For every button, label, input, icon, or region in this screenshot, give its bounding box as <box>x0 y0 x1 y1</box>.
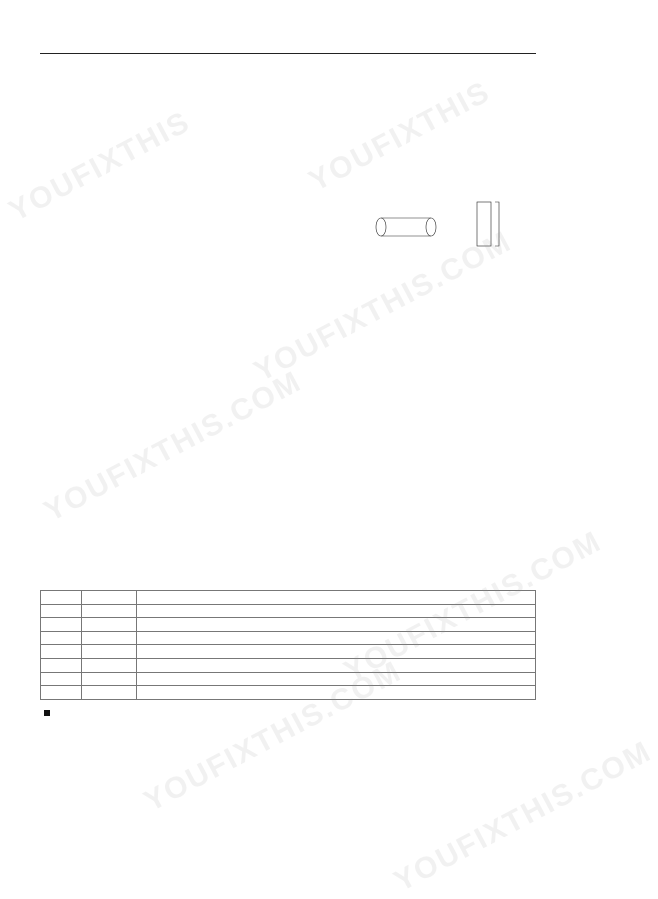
joint-connector-3 <box>477 202 499 246</box>
watermark: YOUFIXTHIS.COM <box>338 524 608 689</box>
note-heading <box>44 710 56 719</box>
legend-code <box>82 604 137 618</box>
legend-num <box>41 631 82 645</box>
legend-row <box>41 618 536 632</box>
legend-row <box>41 672 536 686</box>
legend-row <box>41 604 536 618</box>
watermark: YOUFIXTHIS <box>303 75 496 199</box>
legend-row <box>41 591 536 605</box>
watermark: YOUFIXTHIS.COM <box>138 654 408 819</box>
watermark: YOUFIXTHIS.COM <box>388 734 658 899</box>
legend-desc <box>137 672 536 686</box>
legend-desc <box>137 618 536 632</box>
note-square-icon <box>44 710 50 716</box>
legend-num <box>41 618 82 632</box>
legend-desc <box>137 604 536 618</box>
legend-row <box>41 631 536 645</box>
watermark: YOUFIXTHIS <box>3 105 196 229</box>
harness-svg <box>40 96 536 586</box>
legend-code <box>82 672 137 686</box>
legend-desc <box>137 591 536 605</box>
legend-num <box>41 645 82 659</box>
watermark: YOUFIXTHIS.COM <box>38 364 308 529</box>
legend-desc <box>137 686 536 700</box>
legend-desc <box>137 631 536 645</box>
legend-code <box>82 686 137 700</box>
watermark: YOUFIXTHIS.COM <box>248 224 518 389</box>
legend-num <box>41 604 82 618</box>
shield-cable <box>376 218 436 236</box>
legend-desc <box>137 658 536 672</box>
legend-num <box>41 672 82 686</box>
legend-desc <box>137 645 536 659</box>
page-header <box>40 51 536 54</box>
harness-diagram <box>40 96 536 586</box>
legend-table <box>40 590 536 700</box>
legend-code <box>82 631 137 645</box>
legend-code <box>82 618 137 632</box>
legend-code <box>82 591 137 605</box>
legend-row <box>41 645 536 659</box>
legend-num <box>41 591 82 605</box>
legend-num <box>41 658 82 672</box>
legend-row <box>41 686 536 700</box>
legend-code <box>82 658 137 672</box>
legend-num <box>41 686 82 700</box>
legend-row <box>41 658 536 672</box>
legend-code <box>82 645 137 659</box>
